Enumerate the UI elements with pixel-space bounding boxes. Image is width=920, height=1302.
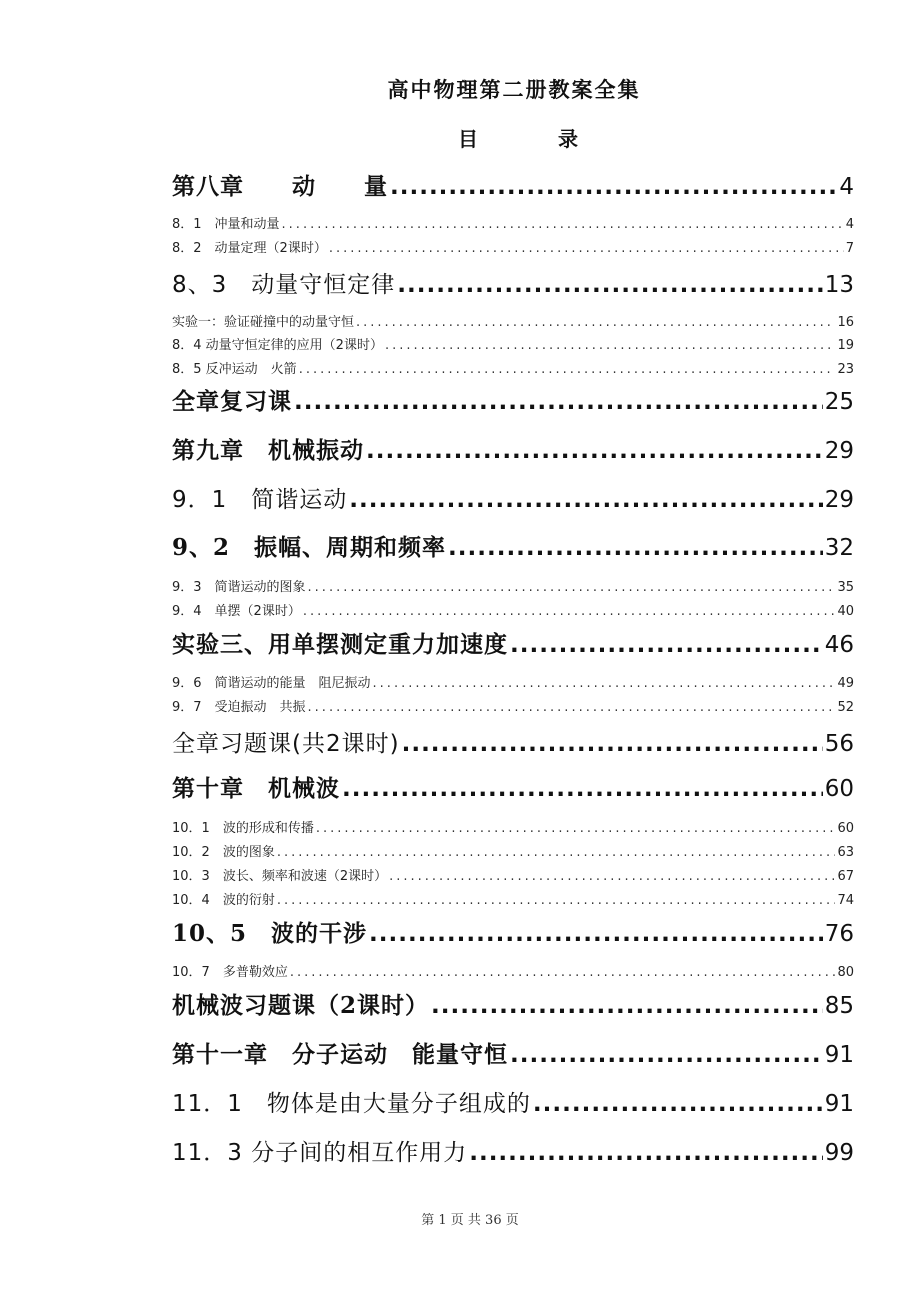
- document-title: 高中物理第二册教案全集: [387, 77, 641, 102]
- toc-entry[interactable]: [172, 1134, 854, 1167]
- toc-entry-page: 23: [837, 362, 854, 377]
- toc-entry-label: 8、3 动量守恒定律: [172, 272, 396, 298]
- toc-entry-label: 机械波习题课（2课时）: [172, 992, 430, 1019]
- toc-entry-page: 60: [837, 821, 854, 836]
- toc-entry-page: 91: [824, 1042, 854, 1068]
- toc-entry-page: 76: [824, 921, 854, 947]
- toc-leader: [329, 241, 844, 256]
- toc-leader: [533, 1091, 823, 1117]
- toc-leader: [349, 487, 822, 513]
- toc-entry-page: 60: [824, 776, 854, 802]
- toc-entry-label: 9．4 单摆（2课时）: [172, 604, 301, 619]
- toc-leader: [342, 776, 823, 802]
- toc-leader: [373, 676, 836, 691]
- toc-leader: [294, 389, 823, 415]
- toc-leader: [390, 174, 837, 200]
- toc-leader: [356, 315, 835, 330]
- toc-entry-page: 29: [824, 438, 854, 464]
- page-footer: 第 1 页 共 36 页: [421, 1213, 519, 1228]
- toc-entry-label: 全章习题课(共2课时): [172, 731, 400, 757]
- toc-entry-page: 40: [837, 604, 854, 619]
- toc-entry[interactable]: [172, 1085, 854, 1118]
- toc-entry-label: 实验一：验证碰撞中的动量守恒: [172, 315, 355, 330]
- toc-entry-page: 52: [837, 700, 854, 715]
- toc-entry[interactable]: [172, 889, 854, 908]
- toc-entry-label: 9、2 振幅、周期和频率: [172, 534, 447, 561]
- toc-leader: [510, 632, 823, 658]
- toc-entry[interactable]: [172, 168, 854, 201]
- toc-entry-label: 第十章 机械波: [172, 775, 340, 802]
- toc-entry-label: 8．2 动量定理（2课时）: [172, 241, 327, 256]
- toc-entry[interactable]: [172, 725, 854, 758]
- toc-entry-label: 第十一章 分子运动 能量守恒: [172, 1041, 508, 1068]
- toc-entry[interactable]: [172, 266, 854, 299]
- toc-entry[interactable]: [172, 432, 854, 465]
- toc-entry-label: 9．6 简谐运动的能量 阻尼振动: [172, 676, 371, 691]
- toc-entry-page: 91: [824, 1091, 854, 1117]
- toc-heading-char-2: 录: [558, 127, 578, 151]
- toc-leader: [277, 845, 836, 860]
- toc-entry[interactable]: [172, 600, 854, 619]
- toc-leader: [402, 731, 823, 757]
- toc-entry-page: 67: [837, 869, 854, 884]
- toc-entry-label: 实验三、用单摆测定重力加速度: [172, 631, 508, 658]
- toc-entry-page: 99: [824, 1140, 854, 1166]
- toc-entry[interactable]: [172, 1036, 854, 1069]
- toc-entry[interactable]: [172, 576, 854, 595]
- toc-leader: [277, 893, 836, 908]
- toc-entry[interactable]: [172, 358, 854, 377]
- toc-entry-page: 7: [845, 241, 854, 256]
- toc-entry-label: 10．7 多普勒效应: [172, 965, 288, 980]
- toc-leader: [369, 921, 823, 947]
- toc-entry-page: 4: [839, 174, 854, 200]
- toc-entry-page: 19: [837, 338, 854, 353]
- toc-entry-label: 10．3 波长、频率和波速（2课时）: [172, 869, 388, 884]
- toc-entry[interactable]: [172, 529, 854, 562]
- toc-entry-page: 49: [837, 676, 854, 691]
- toc-entry[interactable]: [172, 672, 854, 691]
- toc-heading-char-1: 目: [458, 127, 478, 151]
- toc-leader: [299, 362, 836, 377]
- toc-entry[interactable]: [172, 334, 854, 353]
- toc-entry-page: 74: [837, 893, 854, 908]
- toc-leader: [389, 869, 835, 884]
- toc-entry-label: 9．1 简谐运动: [172, 487, 348, 513]
- toc-entry[interactable]: [172, 770, 854, 803]
- toc-entry-label: 第九章 机械振动: [172, 437, 364, 464]
- toc-entry-page: 46: [824, 632, 854, 658]
- toc-entry-page: 32: [824, 535, 854, 561]
- toc-entry[interactable]: [172, 865, 854, 884]
- toc-leader: [469, 1140, 823, 1166]
- toc-entry-label: 9．3 简谐运动的图象: [172, 580, 306, 595]
- toc-entry-page: 29: [824, 487, 854, 513]
- toc-entry[interactable]: [172, 817, 854, 836]
- toc-leader: [448, 535, 823, 561]
- toc-entry-label: 8．4 动量守恒定律的应用（2课时）: [172, 338, 383, 353]
- toc-entry-label: 8．5 反冲运动 火箭: [172, 362, 297, 377]
- toc-leader: [316, 821, 836, 836]
- toc-entry-label: 10、5 波的干涉: [172, 920, 368, 947]
- toc-entry-page: 56: [824, 731, 854, 757]
- toc-entry[interactable]: [172, 311, 854, 330]
- toc-entry-label: 10．4 波的衍射: [172, 893, 275, 908]
- toc-entry-label: 10．1 波的形成和传播: [172, 821, 314, 836]
- toc-entry[interactable]: [172, 961, 854, 980]
- toc-leader: [385, 338, 836, 353]
- toc-entry-page: 4: [845, 217, 854, 232]
- toc-entry[interactable]: [172, 237, 854, 256]
- toc-entry-page: 25: [824, 389, 854, 415]
- toc-leader: [282, 217, 844, 232]
- toc-leader: [290, 965, 836, 980]
- toc-entry-page: 63: [837, 845, 854, 860]
- toc-leader: [431, 993, 823, 1019]
- toc-leader: [303, 604, 836, 619]
- toc-entry-label: 11．3 分子间的相互作用力: [172, 1140, 468, 1166]
- toc-leader: [308, 580, 836, 595]
- toc-entry-page: 35: [837, 580, 854, 595]
- toc-entry[interactable]: [172, 841, 854, 860]
- toc-entry[interactable]: [172, 481, 854, 514]
- toc-entry-label: 10．2 波的图象: [172, 845, 275, 860]
- toc-entry-label: 第八章 动 量: [172, 173, 388, 200]
- toc-entry[interactable]: [172, 915, 854, 948]
- toc-leader: [308, 700, 836, 715]
- toc-entry-page: 85: [824, 993, 854, 1019]
- toc-entry-page: 13: [824, 272, 854, 298]
- toc-leader: [366, 438, 823, 464]
- toc-entry-label: 全章复习课: [172, 388, 292, 415]
- toc-entry-label: 8．1 冲量和动量: [172, 217, 280, 232]
- toc-entry-label: 11．1 物体是由大量分子组成的: [172, 1091, 531, 1117]
- toc-entry[interactable]: [172, 626, 854, 659]
- toc-entry[interactable]: [172, 213, 854, 232]
- toc-entry[interactable]: [172, 987, 854, 1020]
- toc-leader: [510, 1042, 823, 1068]
- toc-leader: [397, 272, 822, 298]
- toc-entry-page: 80: [837, 965, 854, 980]
- toc-entry-label: 9．7 受迫振动 共振: [172, 700, 306, 715]
- toc-entry-page: 16: [837, 315, 854, 330]
- toc-entry[interactable]: [172, 696, 854, 715]
- toc-entry[interactable]: [172, 383, 854, 416]
